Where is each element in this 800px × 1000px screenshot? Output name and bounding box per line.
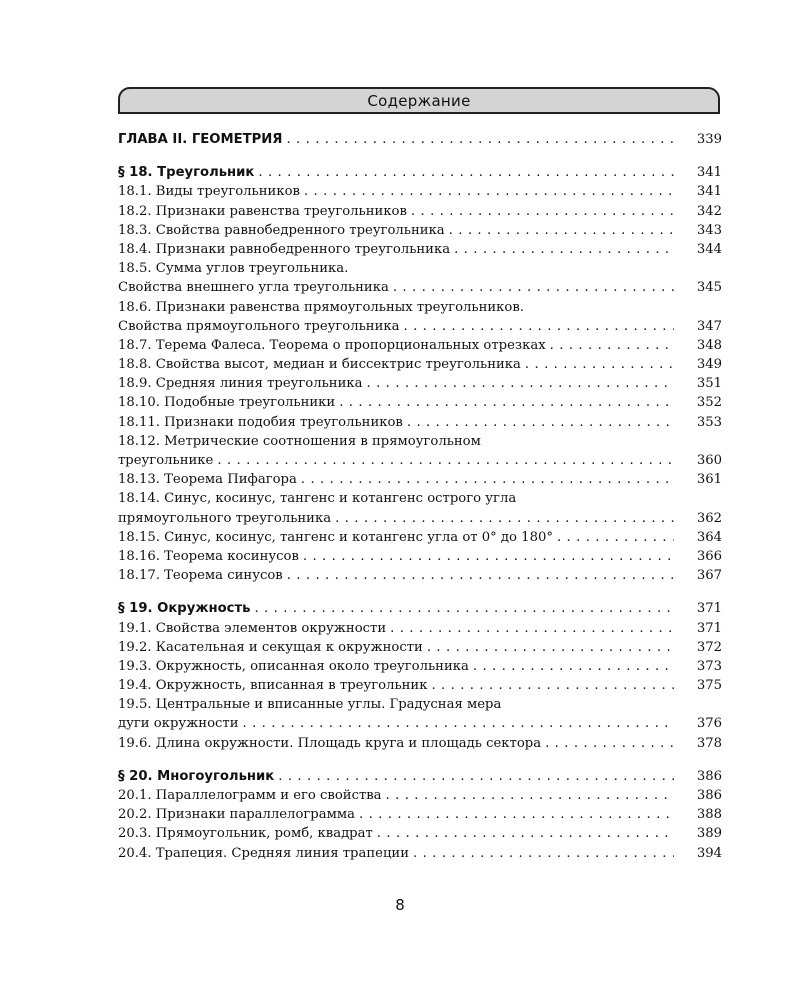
toc-entry-title: 20.4. Трапеция. Средняя линия трапеции — [118, 846, 413, 861]
toc-entry-title: 18.9. Средняя линия треугольника — [118, 376, 366, 391]
toc-entry — [118, 355, 722, 374]
section-title: § 18. Треугольник — [118, 165, 258, 180]
toc-entry-title: 19.3. Окружность, описанная около треугольника — [118, 659, 473, 674]
toc-entry-page: 371 — [696, 620, 722, 636]
toc-entry-title: 18.7. Терема Фалеса. Теорема о пропорциональных отрезках — [118, 338, 550, 353]
toc-entry-page: 373 — [696, 658, 722, 674]
toc-entry — [118, 528, 722, 547]
toc-entry-title: 20.1. Параллелограмм и его свойства — [118, 788, 386, 803]
toc-entry-page: 361 — [696, 472, 722, 488]
chapter-title: ГЛАВА II. ГЕОМЕТРИЯ — [118, 132, 286, 147]
toc-entry-title: треугольнике — [118, 453, 217, 468]
toc-entry-first-line: 18.14. Синус, косинус, тангенс и котангенс острого угла — [118, 491, 517, 507]
toc-entry-title: 18.16. Теорема косинусов — [118, 549, 303, 564]
toc-entry — [118, 278, 722, 297]
toc-entry — [118, 182, 722, 201]
section-title: § 19. Окружность — [118, 601, 254, 616]
toc-entry — [118, 509, 722, 528]
page-number: 8 — [395, 896, 405, 914]
toc-entry-page: 389 — [696, 826, 722, 842]
toc-entry-title: 19.1. Свойства элементов окружности — [118, 621, 390, 636]
toc-entry-page: 372 — [696, 639, 722, 655]
toc-entry — [118, 566, 722, 585]
toc-entry-page: 341 — [696, 184, 722, 200]
section-gap — [118, 149, 722, 163]
toc-entry-title: прямоугольного треугольника — [118, 511, 335, 526]
toc-entry-page: 342 — [696, 203, 722, 219]
toc-entry-first-line: 18.6. Признаки равенства прямоугольных треугольников. — [118, 299, 524, 315]
toc-entry — [118, 657, 722, 676]
chapter-page: 339 — [696, 132, 722, 147]
toc-entry-title: 18.2. Признаки равенства треугольников — [118, 204, 411, 219]
section-page: 371 — [696, 601, 722, 617]
toc-entry-page: 360 — [696, 453, 722, 468]
toc-entry-title: 18.17. Теорема синусов — [118, 568, 287, 583]
toc-entry-page: 394 — [696, 845, 722, 861]
toc-entry-title: 19.2. Касательная и секущая к окружности — [118, 640, 427, 655]
toc-entry — [118, 336, 722, 355]
toc-entry-title: дуги окружности — [118, 716, 242, 731]
table-of-contents — [118, 130, 722, 863]
toc-entry — [118, 202, 722, 221]
section-entry — [118, 163, 722, 182]
contents-header — [118, 87, 720, 114]
toc-entry — [118, 805, 722, 824]
chapter-entry — [118, 130, 722, 149]
toc-entry — [118, 786, 722, 805]
toc-entry-page: 343 — [696, 222, 722, 238]
section-page: 341 — [696, 165, 722, 181]
toc-entry-page: 362 — [696, 510, 722, 526]
section-title: § 20. Многоугольник — [118, 769, 278, 784]
toc-entry-first-line: 18.5. Сумма углов треугольника. — [118, 261, 349, 277]
toc-entry-page: 366 — [696, 548, 722, 564]
toc-entry — [118, 240, 722, 259]
toc-entry-page: 352 — [696, 395, 722, 411]
toc-entry-title: 18.1. Виды треугольников — [118, 184, 304, 199]
toc-entry — [118, 824, 722, 843]
toc-entry — [118, 393, 722, 412]
toc-entry — [118, 374, 722, 393]
toc-entry — [118, 547, 722, 566]
toc-entry — [118, 714, 722, 733]
toc-entry-title: 19.6. Длина окружности. Площадь круга и площадь сектора — [118, 736, 545, 751]
toc-entry-page: 348 — [696, 337, 722, 353]
toc-entry-page: 386 — [696, 788, 722, 803]
section-entry — [118, 767, 722, 786]
toc-entry — [118, 451, 722, 470]
toc-entry-first-line: 19.5. Центральные и вписанные углы. Градусная мера — [118, 697, 502, 713]
toc-entry — [118, 676, 722, 695]
toc-entry — [118, 638, 722, 657]
toc-entry — [118, 619, 722, 638]
toc-entry-title: 18.4. Признаки равнобедренного треугольника — [118, 242, 454, 257]
toc-entry-page: 376 — [696, 716, 722, 732]
toc-entry-title: 20.3. Прямоугольник, ромб, квадрат — [118, 826, 377, 841]
toc-entry — [118, 734, 722, 753]
toc-entry-title: 19.4. Окружность, вписанная в треугольник — [118, 678, 431, 693]
toc-entry-title: 18.3. Свойства равнобедренного треугольника — [118, 223, 449, 238]
toc-entry-first-line: 18.12. Метрические соотношения в прямоугольном — [118, 433, 481, 449]
toc-entry — [118, 221, 722, 240]
contents-title: Содержание — [367, 92, 471, 110]
toc-entry-title: 20.2. Признаки параллелограмма — [118, 807, 359, 822]
toc-entry-title: Свойства внешнего угла треугольника — [118, 280, 393, 295]
section-entry — [118, 599, 722, 618]
toc-entry-page: 344 — [696, 241, 722, 257]
toc-entry-page: 349 — [696, 357, 722, 373]
toc-entry-page: 347 — [696, 318, 722, 334]
toc-entry-page: 345 — [696, 280, 722, 296]
toc-entry-page: 378 — [696, 735, 722, 751]
toc-entry-title: 18.8. Свойства высот, медиан и биссектрис треугольника — [118, 357, 525, 372]
toc-entry — [118, 413, 722, 432]
toc-entry-page: 388 — [696, 807, 722, 823]
toc-entry-page: 375 — [696, 678, 722, 694]
toc-entry — [118, 317, 722, 336]
section-page: 386 — [696, 768, 722, 784]
toc-entry-page: 351 — [696, 376, 722, 392]
toc-entry-title: Свойства прямоугольного треугольника — [118, 319, 403, 334]
toc-entry-title: 18.10. Подобные треугольники — [118, 395, 339, 410]
toc-entry — [118, 844, 722, 863]
toc-entry — [118, 470, 722, 489]
toc-entry-title: 18.11. Признаки подобия треугольников — [118, 415, 407, 430]
toc-entry-title: 18.13. Теорема Пифагора — [118, 472, 301, 487]
toc-entry-page: 364 — [696, 529, 722, 545]
section-gap — [118, 753, 722, 767]
toc-entry-title: 18.15. Синус, косинус, тангенс и котангенс угла от 0° до 180° — [118, 530, 557, 545]
toc-entry-page: 353 — [696, 414, 722, 430]
section-gap — [118, 585, 722, 599]
toc-entry-page: 367 — [696, 568, 722, 584]
